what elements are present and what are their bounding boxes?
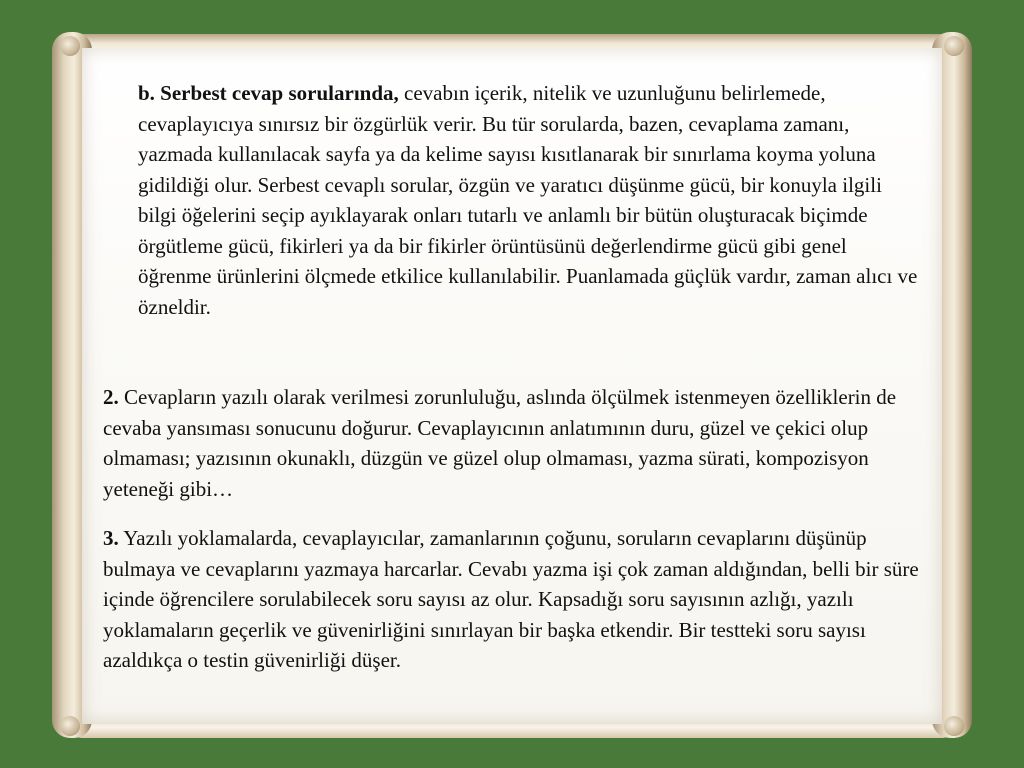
paragraph-lead: b. Serbest cevap sorularında, bbox=[138, 81, 399, 105]
paragraph-text: cevabın içerik, nitelik ve uzunluğunu belirlemede, cevaplayıcıya sınırsız bir özgürlük verir. Bu tür sorularda, bazen, cevaplama zamanı, yazmada kullanılacak sayfa ya da kelime sayısı kısıtlanarak bir sınırlama koyma yoluna gidildiği olur. Serbest cevaplı sorular, özgün ve yaratıcı düşünme gücü, bir konuyla ilgili bilgi öğelerini seçip ayıklayarak onları tutarlı ve anlamlı bir bütün oluşturacak biçimde örgütleme gücü, fikirleri ya da bir fikirler örüntüsünü değerlendirme gücü gibi genel öğrenme ürünlerini ölçmede etkilice kullanılabilir. Puanlamada güçlük vardır, zaman alıcı ve özneldir. bbox=[138, 81, 918, 319]
paragraph-item-2 bbox=[103, 382, 928, 504]
paragraph-item-3 bbox=[103, 523, 928, 676]
paragraph-text: Cevapların yazılı olarak verilmesi zorunluluğu, aslında ölçülmek istenmeyen özelliklerin de cevaba yansıması sonucunu doğurur. Cevaplayıcının anlatımının duru, güzel ve çekici olup olmaması; yazısının okunaklı, düzgün ve güzel olup olmaması, yazma sürati, kompozisyon yeteneği gibi… bbox=[103, 385, 897, 501]
paragraph-lead: 2. bbox=[103, 385, 119, 409]
paragraph-serbest-cevap bbox=[138, 78, 918, 322]
paragraph-lead: 3. bbox=[103, 526, 119, 550]
paragraph-text: Yazılı yoklamalarda, cevaplayıcılar, zamanlarının çoğunu, soruların cevaplarını düşünüp bulmaya ve cevaplarını yazmaya harcarlar. Cevabı yazma işi çok zaman aldığından, belli bir süre içinde öğrencilere sorulabilecek soru sayısı az olur. Kapsadığı soru sayısının azlığı, yazılı yoklamaların geçerlik ve güvenirliğini sınırlayan bir başka etkendir. Bir testteki soru sayısı azaldıkça o testin güvenirliği düşer. bbox=[103, 526, 919, 672]
